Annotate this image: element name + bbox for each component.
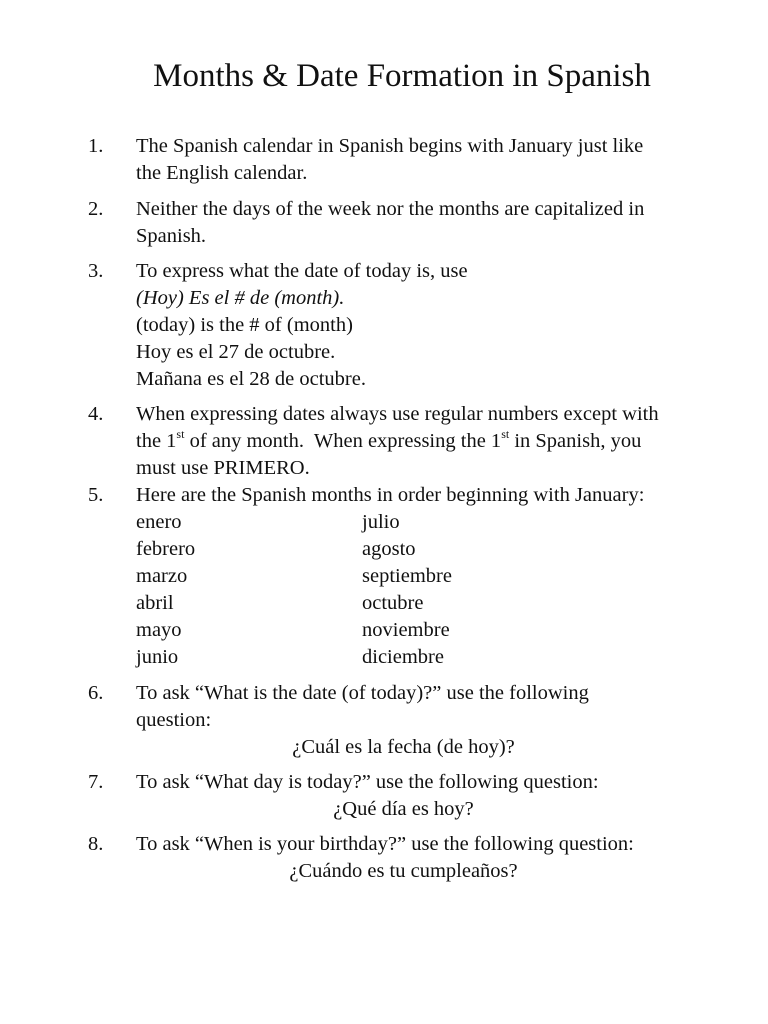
month-name: julio [362,511,400,533]
item-line: must use PRIMERO. [136,457,310,479]
item-text [136,401,736,482]
month-name: abril [136,592,174,614]
item-line: The Spanish calendar in Spanish begins with January just like [136,135,644,157]
item-number: 6. [88,682,104,704]
example-line: Hoy es el 27 de octubre. [136,341,336,363]
item-line: When expressing dates always use regular numbers except with [136,403,659,425]
months-column-right [362,509,452,671]
text-segment: of any month. When expressing the 1 [184,430,502,452]
item-number: 3. [88,260,104,282]
item-text [136,133,736,187]
month-name: septiembre [362,565,452,587]
example-line: Mañana es el 28 de octubre. [136,368,366,390]
month-name: agosto [362,538,416,560]
item-line: Neither the days of the week nor the months are capitalized in [136,198,645,220]
superscript: st [176,427,185,441]
item-line: To express what the date of today is, use [136,260,468,282]
item-line: Here are the Spanish months in order beginning with January: [136,484,645,506]
months-column-left [136,509,195,671]
item-text [136,680,736,761]
month-name: diciembre [362,646,444,668]
month-name: marzo [136,565,188,587]
month-name: febrero [136,538,196,560]
date-formula-line: (Hoy) Es el # de (month). [136,287,345,309]
item-text [136,258,736,393]
item-number: 7. [88,771,104,793]
item-line: To ask “What day is today?” use the following question: [136,771,599,793]
spanish-question: ¿Cuál es la fecha (de hoy)? [292,736,515,758]
month-name: junio [136,646,179,668]
item-text [136,196,736,250]
item-line: the English calendar. [136,162,308,184]
page-title: Months & Date Formation in Spanish [153,58,651,94]
item-line: Spanish. [136,225,207,247]
item-number: 8. [88,833,104,855]
spanish-question: ¿Cuándo es tu cumpleaños? [289,860,518,882]
month-name: noviembre [362,619,450,641]
item-text [136,831,736,885]
month-name: enero [136,511,182,533]
item-line: To ask “What is the date (of today)?” use the following [136,682,589,704]
item-number: 4. [88,403,104,425]
month-name: octubre [362,592,424,614]
item-number: 5. [88,484,104,506]
superscript: st [501,427,510,441]
item-text [136,769,736,823]
item-line [136,428,736,455]
month-name: mayo [136,619,182,641]
item-line: (today) is the # of (month) [136,314,353,336]
item-text [136,482,736,671]
months-table [136,509,736,671]
item-line: question: [136,709,212,731]
item-number: 1. [88,135,104,157]
item-line: To ask “When is your birthday?” use the following question: [136,833,634,855]
item-number: 2. [88,198,104,220]
spanish-question: ¿Qué día es hoy? [333,798,474,820]
text-segment: in Spanish, you [509,430,642,452]
text-segment: the 1 [136,430,177,452]
